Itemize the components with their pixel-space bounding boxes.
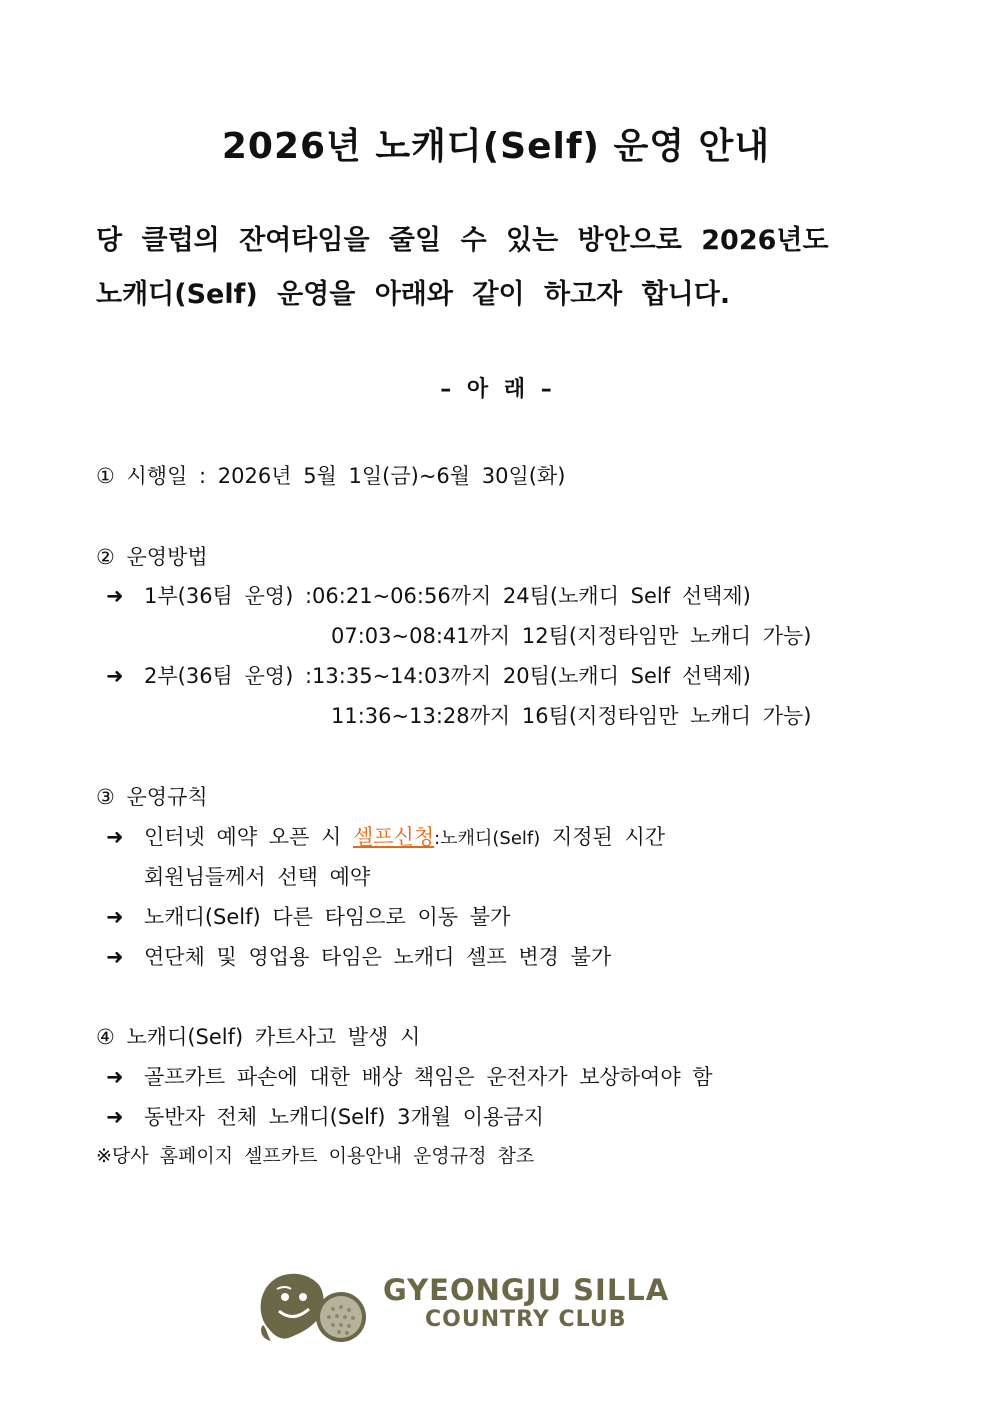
club-logo [255,1267,675,1347]
part2-label: 2부(36팀 운영) : [144,664,313,688]
arrow-icon: ➜ [106,664,124,688]
rule-4-2-text: 동반자 전체 노캐디(Self) 3개월 이용금지 [144,1105,544,1129]
rule-3-1-cont: 회원님들께서 선택 예약 [144,865,371,889]
section-2-heading: ② 운영방법 [96,545,208,569]
rule-3-2 [106,901,510,931]
rule-3-1-post: 지정된 시간 [540,825,666,849]
arrow-icon: ➜ [106,584,124,608]
self-apply-link[interactable]: 셀프신청 [353,825,435,849]
part1-line1: 06:21~06:56까지 24팀(노캐디 Self 선택제) [312,584,751,608]
section-1-heading: ① 시행일 : 2026년 5월 1일(금)~6월 30일(화) [96,464,566,488]
rule-4-1-text: 골프카트 파손에 대한 배상 책임은 운전자가 보상하여야 함 [144,1065,713,1089]
rule-4-2 [106,1101,544,1131]
logo-line-1: GYEONGJU SILLA [383,1273,670,1307]
part1-row [106,580,751,610]
part1-line2: 07:03~08:41까지 12팀(지정타임만 노캐디 가능) [331,624,812,648]
rule-3-2-text: 노캐디(Self) 다른 타임으로 이동 불가 [144,905,511,929]
arae-heading: – 아 래 – [440,377,552,402]
golf-ball-face-logo-icon [255,1267,375,1347]
part2-line2: 11:36~13:28까지 16팀(지정타임만 노캐디 가능) [331,704,812,728]
logo-line-2: COUNTRY CLUB [425,1307,627,1332]
section-4-heading: ④ 노캐디(Self) 카트사고 발생 시 [96,1025,421,1049]
part2-line1: 13:35~14:03까지 20팀(노캐디 Self 선택제) [312,664,751,688]
arrow-icon: ➜ [106,945,124,969]
arrow-icon: ➜ [106,905,124,929]
rule-3-1-pre: 인터넷 예약 오픈 시 [144,825,353,849]
arrow-icon: ➜ [106,1065,124,1089]
part2-row [106,660,751,690]
rule-3-1 [106,821,665,851]
arrow-icon: ➜ [106,1105,124,1129]
part1-label: 1부(36팀 운영) : [144,584,313,608]
section-3-heading: ③ 운영규칙 [96,785,208,809]
rule-3-1-mid: :노캐디(Self) [434,828,541,849]
rule-3-3-text: 연단체 및 영업용 타임은 노캐디 셀프 변경 불가 [144,945,612,969]
footnote: ※당사 홈페이지 셀프카트 이용안내 운영규정 참조 [96,1145,535,1167]
arrow-icon: ➜ [106,825,124,849]
page-title: 2026년 노캐디(Self) 운영 안내 [221,126,771,167]
rule-4-1 [106,1061,713,1091]
rule-3-3 [106,941,611,971]
intro-line-1: 당 클럽의 잔여타임을 줄일 수 있는 방안으로 2026년도 [96,225,829,256]
intro-line-2: 노캐디(Self) 운영을 아래와 같이 하고자 합니다. [96,279,731,310]
